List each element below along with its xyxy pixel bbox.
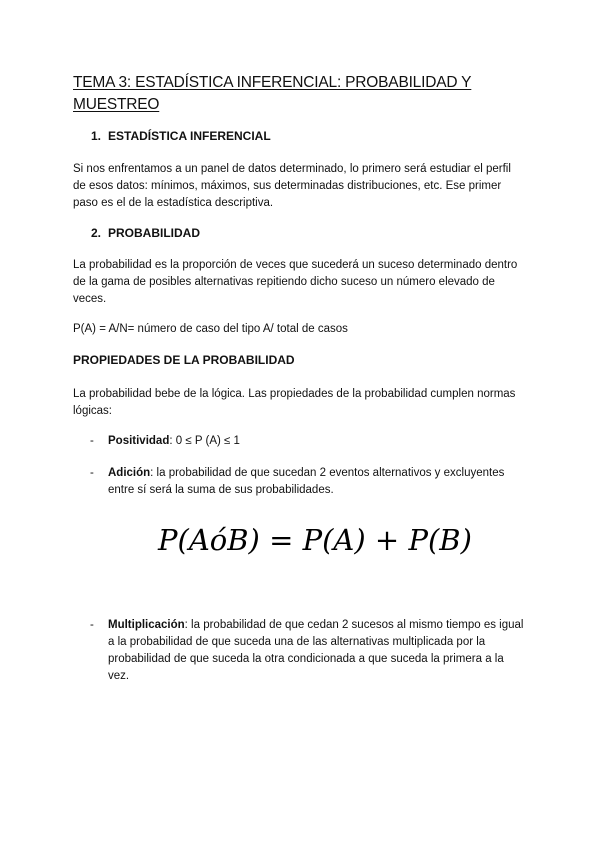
properties-intro-paragraph: La probabilidad bebe de la lógica. Las propiedades de la probabilidad cumplen normas lógicas: <box>73 388 516 417</box>
bullet-term: Multiplicación <box>108 619 185 631</box>
section-number: 1. <box>91 129 102 143</box>
section-heading-2 <box>91 225 200 241</box>
list-item-multiplicacion <box>73 617 523 685</box>
formula-rhs-a: P(A) <box>302 523 366 557</box>
section-number: 2. <box>91 226 102 240</box>
intro-paragraph: Si nos enfrentamos a un panel de datos determinado, lo primero será estudiar el perfil de esos datos: mínimos, máximos, sus determinadas distribuciones, etc. Ese primer paso es el de la estadística descriptiva. <box>73 163 511 209</box>
formula-lhs: P(AóB) <box>158 523 260 557</box>
section-heading-1 <box>91 128 271 144</box>
bullet-text: : 0 ≤ P (A) ≤ 1 <box>169 435 240 447</box>
section-heading-text: PROBABILIDAD <box>108 226 200 240</box>
formula-rhs-b: P(B) <box>408 523 472 557</box>
bullet-text: : la probabilidad de que sucedan 2 eventos alternativos y excluyentes entre sí será la suma de sus probabilidades. <box>108 467 505 496</box>
bullet-dash: - <box>90 467 94 479</box>
bullet-text: : la probabilidad de que cedan 2 sucesos al mismo tiempo es igual a la probabilidad de que suceda una de las alternativas multiplicada por la probabilidad de que suceda la otra condicionada a que suceda la primera a la vez. <box>108 619 524 682</box>
properties-heading: PROPIEDADES DE LA PROBABILIDAD <box>73 353 295 367</box>
bullet-dash: - <box>90 435 94 447</box>
section-heading-text: ESTADÍSTICA INFERENCIAL <box>108 129 271 143</box>
list-item-adicion <box>73 465 523 499</box>
formula-equals: = <box>269 523 294 557</box>
addition-formula <box>158 520 472 560</box>
bullet-dash: - <box>90 619 94 631</box>
definition-line: P(A) = A/N= número de caso del tipo A/ total de casos <box>73 323 348 335</box>
probability-paragraph: La probabilidad es la proporción de veces que sucederá un suceso determinado dentro de la gama de posibles alternativas repitiendo dicho suceso un número elevado de veces. <box>73 259 518 305</box>
bullet-term: Positividad <box>108 435 170 447</box>
list-item-positividad <box>73 433 523 450</box>
bullet-term: Adición <box>108 467 151 479</box>
formula-plus: + <box>374 523 400 557</box>
page-title: TEMA 3: ESTADÍSTICA INFERENCIAL: PROBABILIDAD Y MUESTREO <box>73 74 472 113</box>
